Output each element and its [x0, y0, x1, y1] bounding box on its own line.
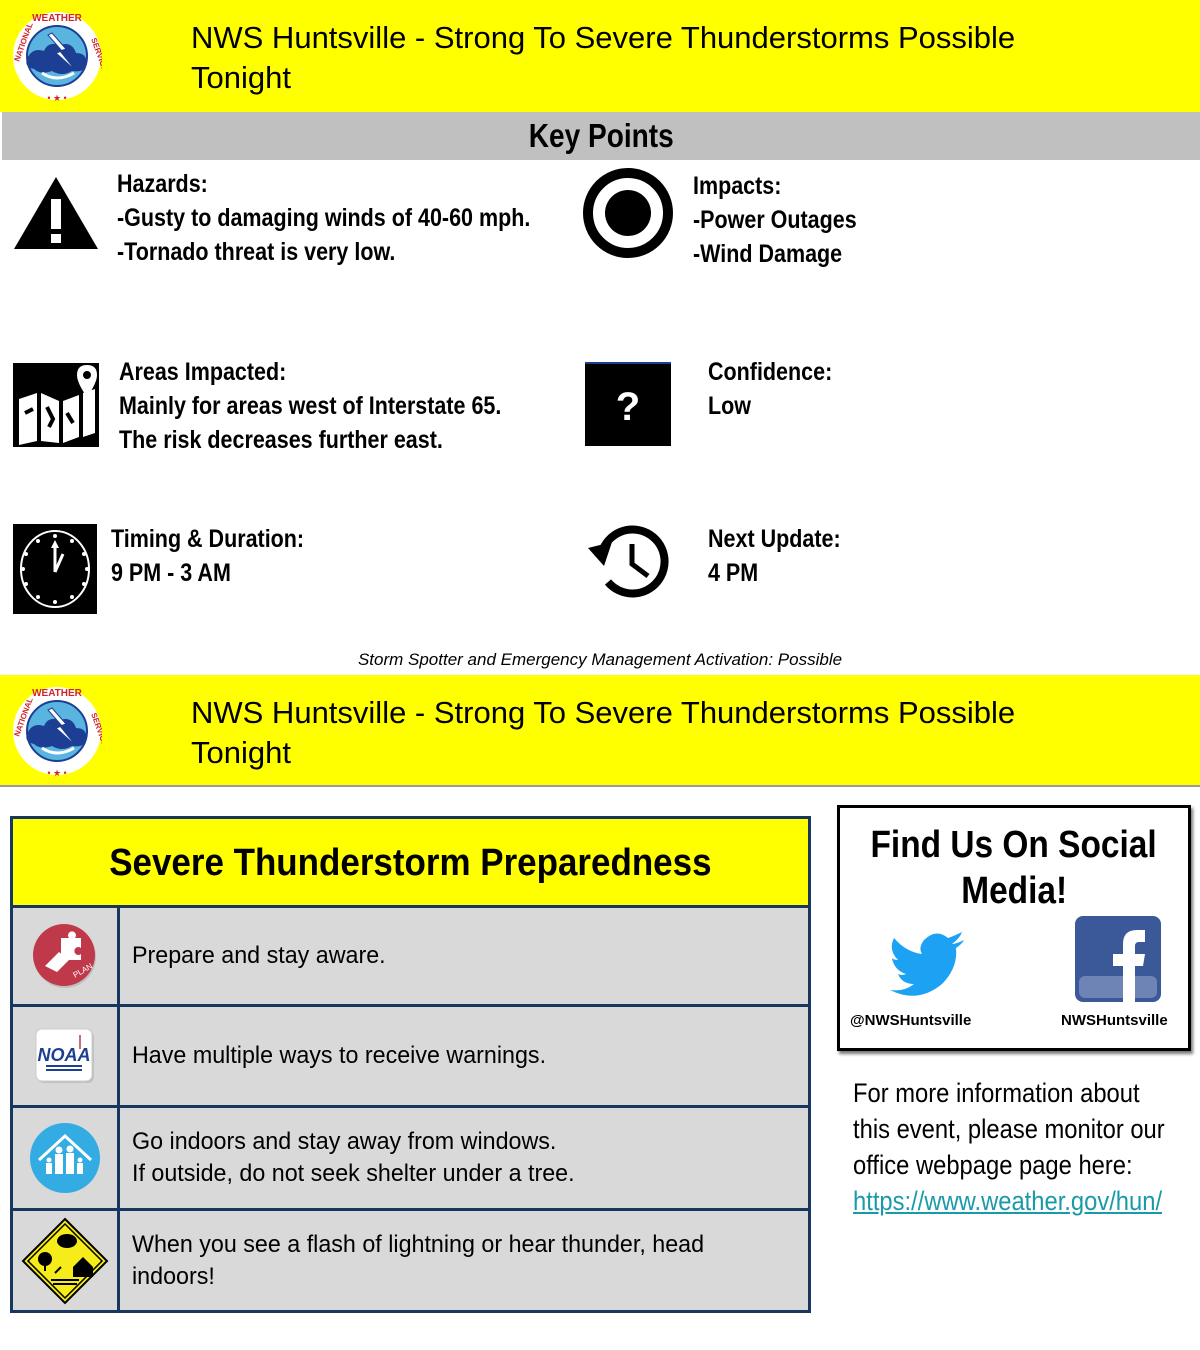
lightning-sign-icon — [21, 1217, 109, 1305]
svg-text:PLAN: PLAN — [71, 961, 95, 980]
nws-logo-icon — [12, 7, 102, 105]
preparedness-text: Have multiple ways to receive warnings. — [132, 1042, 547, 1069]
warning-triangle-icon — [13, 175, 99, 251]
more-info-line: this event, please monitor our — [853, 1114, 1165, 1144]
table-icon-cell — [13, 1108, 120, 1208]
key-points-bar — [2, 112, 1200, 160]
header-title-line2: Tonight — [191, 735, 291, 770]
areas-heading: Areas Impacted: — [119, 358, 287, 386]
svg-text:?: ? — [615, 385, 641, 429]
twitter-handle[interactable]: @NWSHuntsville — [850, 1012, 972, 1029]
timing-heading: Timing & Duration: — [111, 525, 305, 553]
areas-line: The risk decreases further east. — [119, 426, 443, 454]
table-row — [13, 908, 808, 1007]
office-webpage-link[interactable]: https://www.weather.gov/hun/ — [853, 1186, 1163, 1216]
header-title-line1: NWS Huntsville - Strong To Severe Thunderstorms Possible — [191, 695, 1016, 730]
table-icon-cell — [13, 908, 120, 1004]
target-icon — [582, 167, 674, 259]
social-title: Find Us On Social Media! — [870, 824, 1158, 912]
table-text-cell — [120, 1007, 808, 1105]
table-row — [13, 1007, 808, 1108]
table-text-cell — [120, 908, 808, 1004]
header-bottom — [0, 675, 1200, 787]
table-text-cell — [120, 1211, 808, 1311]
facebook-handle[interactable]: NWSHuntsville — [1061, 1012, 1168, 1029]
timing-value: 9 PM - 3 AM — [111, 559, 231, 587]
header-title — [191, 693, 1151, 773]
hazards-heading: Hazards: — [117, 170, 208, 198]
table-icon-cell — [13, 1211, 120, 1311]
table-row — [13, 1211, 808, 1311]
more-info-line: office webpage page here: — [853, 1150, 1133, 1180]
more-info — [853, 1075, 1193, 1219]
confidence-value: Low — [708, 392, 751, 420]
activation-footnote: Storm Spotter and Emergency Management Activation: Possible — [357, 650, 843, 669]
plan-puzzle-icon — [31, 922, 99, 990]
next-update-value: 4 PM — [708, 559, 759, 587]
map-pin-icon — [13, 363, 99, 447]
preparedness-text: When you see a flash of lightning or hear thunder, head — [132, 1231, 705, 1258]
preparedness-title: Severe Thunderstorm Preparedness — [109, 842, 712, 884]
preparedness-text: indoors! — [132, 1263, 215, 1290]
table-row — [13, 1108, 808, 1211]
preparedness-table — [10, 816, 811, 1313]
table-icon-cell — [13, 1007, 120, 1105]
twitter-icon[interactable] — [890, 932, 966, 996]
question-mark-icon — [585, 362, 671, 446]
hazards-line: -Gusty to damaging winds of 40-60 mph. — [117, 204, 531, 232]
preparedness-text: If outside, do not seek shelter under a tree. — [132, 1160, 575, 1187]
preparedness-text: Prepare and stay aware. — [132, 942, 386, 969]
impacts-line: -Wind Damage — [693, 240, 843, 268]
key-points-title: Key Points — [528, 117, 674, 154]
areas-line: Mainly for areas west of Interstate 65. — [119, 392, 502, 420]
header-top — [0, 0, 1200, 112]
table-text-cell — [120, 1108, 808, 1208]
more-info-line: For more information about — [853, 1078, 1140, 1108]
header-title — [191, 18, 1151, 98]
clock-icon — [13, 524, 97, 614]
hazards-line: -Tornado threat is very low. — [117, 238, 396, 266]
header-title-line2: Tonight — [191, 60, 291, 95]
history-icon — [586, 522, 670, 600]
next-update-heading: Next Update: — [708, 525, 841, 553]
impacts-line: -Power Outages — [693, 206, 857, 234]
noaa-weather-radio-icon — [34, 1027, 96, 1085]
header-title-line1: NWS Huntsville - Strong To Severe Thunderstorms Possible — [191, 20, 1016, 55]
impacts-heading: Impacts: — [693, 172, 782, 200]
nws-logo-icon — [12, 682, 102, 780]
preparedness-text: Go indoors and stay away from windows. — [132, 1128, 557, 1155]
social-media-box — [837, 805, 1191, 1051]
facebook-icon[interactable] — [1075, 916, 1161, 1002]
svg-text:NOAA: NOAA — [37, 1045, 91, 1065]
confidence-heading: Confidence: — [708, 358, 833, 386]
preparedness-header — [13, 819, 808, 908]
family-shelter-icon — [29, 1122, 101, 1194]
